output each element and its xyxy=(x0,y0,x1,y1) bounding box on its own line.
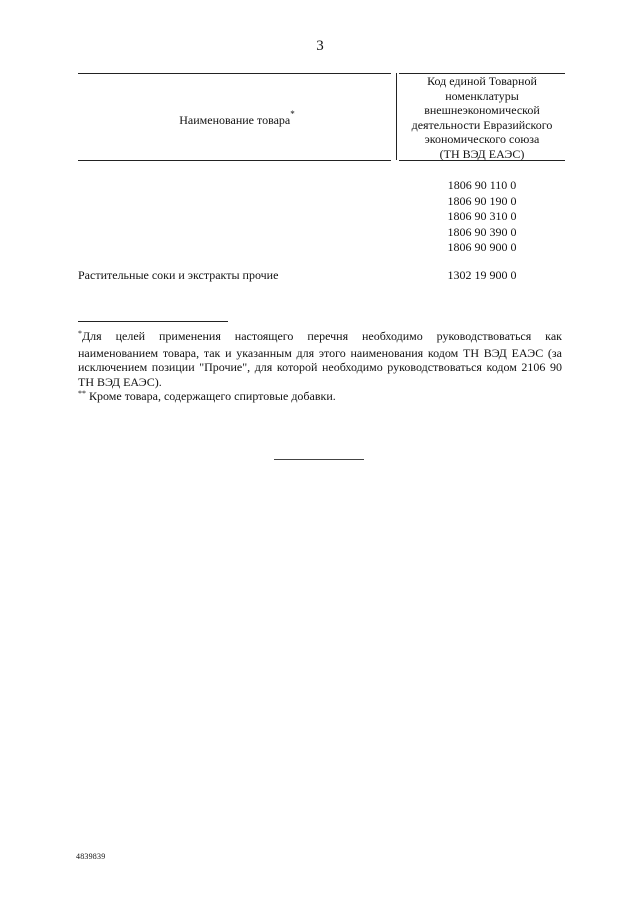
footnote-1 xyxy=(78,329,562,389)
footnote-1-text: Для целей применения настоящего перечня необходимо руководствоваться как наименованием товара, так и указанным для этого наименования кодом ТН ВЭД ЕАЭС (за исключением позиции "Прочие", для которой необходимо руководствоваться кодом 2106 90 ТН ВЭД ЕАЭС). xyxy=(78,329,562,389)
table-row-2-code: 1302 19 900 0 xyxy=(447,268,517,282)
tnved-code: 1806 90 390 0 xyxy=(447,224,517,239)
table-row-2-name: Растительные соки и экстракты прочие xyxy=(78,268,279,282)
footnote-2-text: Кроме товара, содержащего спиртовые добавки. xyxy=(89,389,336,403)
table-column-divider xyxy=(396,73,397,160)
tnved-code: 1806 90 310 0 xyxy=(447,209,517,223)
table-header-code-line: номенклатуры xyxy=(445,88,519,103)
footnotes xyxy=(78,329,562,406)
footnote-2 xyxy=(78,389,562,406)
table-header-code-line: внешнеэкономической xyxy=(424,103,540,117)
table-header-name-footnote-mark: * xyxy=(290,109,295,119)
table-header-code-line: (ТН ВЭД ЕАЭС) xyxy=(439,146,525,161)
table-header-code xyxy=(399,74,565,161)
table-top-rule-left xyxy=(78,73,391,74)
table-header-name xyxy=(78,111,396,128)
tnved-code: 1806 90 110 0 xyxy=(447,178,517,192)
table-header-code-line: экономического союза xyxy=(424,132,540,146)
table-header-name-label: Наименование товара xyxy=(179,113,291,127)
document-id: 4839839 xyxy=(76,852,106,861)
footnote-2-mark: ** xyxy=(78,389,86,398)
document-end-rule xyxy=(274,459,364,460)
page-number: 3 xyxy=(316,38,324,54)
table-header-code-line: Код единой Товарной xyxy=(427,74,537,88)
footnote-separator xyxy=(78,321,228,322)
footnote-1-mark: * xyxy=(78,329,82,338)
table-header-code-line: деятельности Евразийского xyxy=(411,117,553,132)
table-header-rule-left xyxy=(78,160,391,161)
table-row-1-codes xyxy=(399,178,565,256)
tnved-code: 1806 90 190 0 xyxy=(447,193,517,208)
tnved-code: 1806 90 900 0 xyxy=(447,240,517,254)
